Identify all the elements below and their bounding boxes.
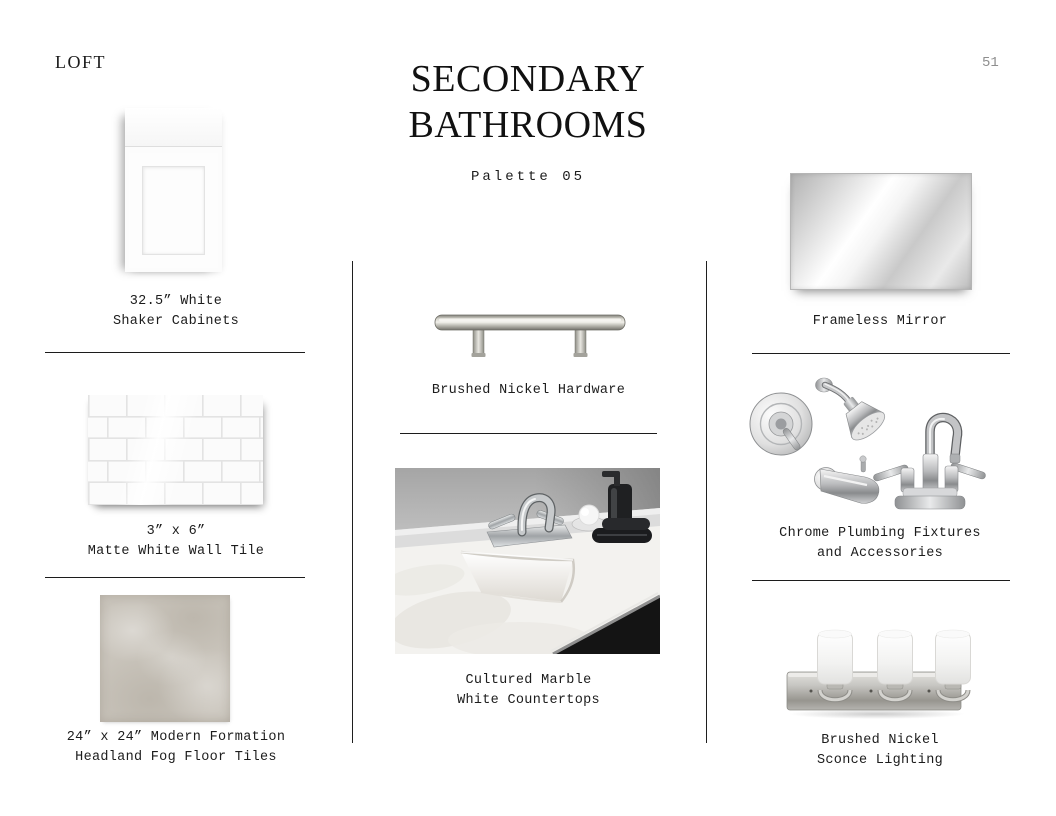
plumbing-caption	[750, 524, 1010, 564]
separator-rule	[45, 352, 305, 353]
caption-line: Chrome Plumbing Fixtures	[779, 526, 981, 541]
brand-logo: LOFT	[55, 52, 106, 72]
wall-tile-caption	[46, 522, 306, 562]
separator-rule	[400, 433, 657, 434]
shaker-cabinets-caption	[46, 292, 306, 332]
caption-line: Frameless Mirror	[812, 314, 948, 329]
caption-line: Brushed Nickel	[821, 733, 939, 748]
hardware-caption	[398, 381, 659, 401]
floor-tile-caption	[26, 728, 326, 768]
page-number: 51	[982, 55, 999, 71]
cabinet-door	[129, 153, 218, 268]
countertop-caption	[398, 671, 659, 711]
sconce-caption	[750, 731, 1010, 771]
caption-line: Cultured Marble	[465, 673, 592, 688]
separator-rule	[45, 577, 305, 578]
chrome-plumbing-fixtures-image	[745, 374, 1010, 522]
headland-fog-floor-tile-image	[100, 595, 230, 722]
caption-line: and Accessories	[816, 546, 944, 561]
caption-line: Shaker Cabinets	[112, 314, 240, 329]
separator-rule	[752, 353, 1010, 354]
caption-line: 3” x 6”	[146, 524, 206, 539]
vertical-divider-right	[706, 261, 707, 743]
white-shaker-cabinet-image	[125, 108, 222, 272]
page-title-line1: SECONDARY	[410, 58, 646, 100]
brushed-nickel-bar-pull-image	[430, 303, 630, 365]
caption-line: Brushed Nickel Hardware	[431, 383, 626, 398]
cabinet-shaker-panel	[142, 166, 205, 255]
caption-line: 24” x 24” Modern Formation	[66, 730, 286, 745]
cultured-marble-countertop-photo	[395, 468, 660, 654]
matte-white-subway-tile-image	[88, 395, 263, 505]
caption-line: White Countertops	[457, 693, 600, 708]
caption-line: 32.5” White	[129, 294, 223, 309]
cabinet-drawer-front	[125, 108, 222, 147]
frameless-mirror-image	[790, 173, 972, 290]
page-title	[328, 56, 728, 148]
vertical-divider-left	[352, 261, 353, 743]
vanity-sconce-image	[785, 607, 975, 719]
palette-subtitle: Palette 05	[470, 169, 585, 185]
tile-gloss-highlight	[88, 395, 263, 505]
separator-rule	[752, 580, 1010, 581]
caption-line: Matte White Wall Tile	[87, 544, 265, 559]
caption-line: Sconce Lighting	[816, 753, 944, 768]
mirror-caption	[750, 312, 1010, 332]
page-title-line2: BATHROOMS	[408, 104, 648, 146]
caption-line: Headland Fog Floor Tiles	[75, 750, 277, 765]
